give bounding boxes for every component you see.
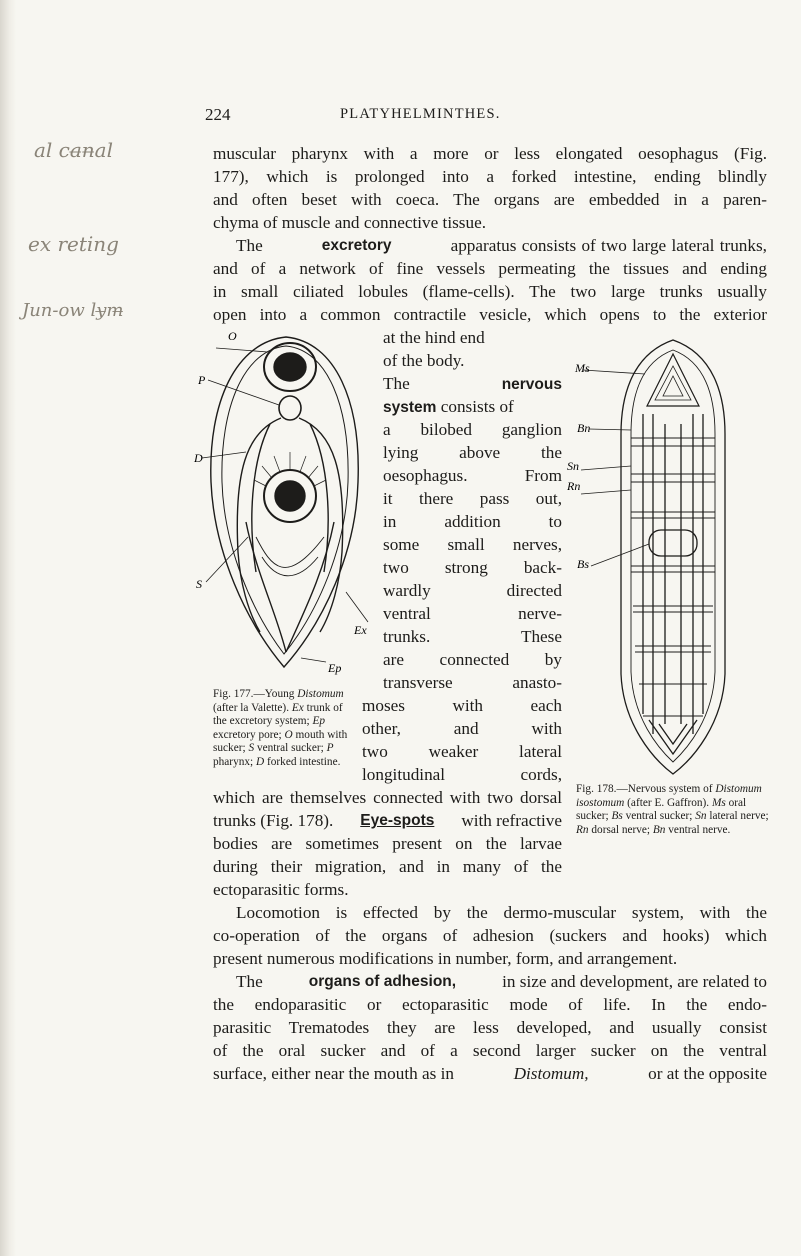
cap177-m: S (248, 742, 255, 755)
column-line: are connected by (383, 650, 562, 669)
column-line: oesophagus. From (383, 466, 562, 485)
column-line: trunks. These (383, 627, 562, 646)
column-line: two weaker lateral (362, 742, 562, 761)
cap177-l: with sucker; (213, 728, 348, 755)
running-title: PLATYHELMINTHES. (340, 106, 501, 122)
cap178-f: oral sucker; (576, 796, 747, 823)
term-eye-spots: Eye-spots (360, 812, 435, 829)
cap178-j: Sn (695, 810, 707, 823)
cap178-d: (after E. Gaffron). (627, 796, 710, 809)
body-line: 177), which is prolonged into a forked intestine, ending blindly (213, 167, 767, 186)
figure-177-caption (213, 688, 358, 770)
excretory-indent: The (236, 236, 263, 255)
eyespots-lead: trunks (Fig. 178). (213, 811, 334, 830)
margin-note-2: ex reting (28, 232, 119, 256)
cap178-o: ventral nerve. (668, 823, 731, 836)
column-line: transverse anasto- (383, 673, 562, 692)
excretory-rest: apparatus consists of two large lateral trunks, (450, 236, 767, 255)
cap177-o: P (326, 742, 334, 755)
body-line: bodies are sometimes present on the larvae (213, 834, 562, 853)
body-line: Locomotion is effected by the dermo-muscular system, with the (236, 903, 767, 922)
page-number: 224 (205, 105, 231, 124)
column-line: a bilobed ganglion (383, 420, 562, 439)
column-line: at the hind end (383, 328, 485, 347)
cap178-e: Ms (711, 796, 726, 809)
body-line: and often beset with coeca. The organs are embedded in a paren- (213, 190, 767, 209)
cap177-d: Valette). (251, 701, 290, 714)
body-line: of the oral sucker and of a second larger sucker on the ventral (213, 1041, 767, 1060)
column-line: wardly directed (383, 581, 562, 600)
margin-note-3: Jun-ow ly̶m̶ (22, 300, 124, 321)
eyespots-tail: with refractive (461, 811, 562, 830)
cap178-b: of (703, 783, 713, 795)
cap177-i: excretory pore; (213, 728, 282, 741)
body-line: in small ciliated lobules (flame-cells). The two large trunks usually (213, 282, 767, 301)
body-line: the endoparasitic or ectoparasitic mode of life. In the endo- (213, 995, 767, 1014)
term-distomum: Distomum, (513, 1064, 589, 1083)
cap178-g: Bs (611, 810, 623, 823)
cap177-j: O (284, 728, 293, 741)
label-intestine: D (194, 451, 203, 465)
cap177-r: forked intestine. (267, 755, 341, 768)
label-ms: Ms (575, 361, 590, 375)
cap178-l: Rn (576, 823, 589, 836)
cap177-q: D (256, 755, 265, 768)
last-line-lead: surface, either near the mouth as in (213, 1064, 455, 1083)
system-tail: consists of (436, 397, 514, 416)
column-line: ventral nerve- (383, 604, 562, 623)
column-line: lying above the (383, 443, 562, 462)
margin-note-1: al ca̶n̶al (34, 138, 114, 162)
column-line: some small nerves, (383, 535, 562, 554)
term-organs-of-adhesion: organs of adhesion, (308, 973, 457, 990)
body-line: chyma of muscle and connective tissue. (213, 213, 487, 232)
figure-178-caption (576, 783, 770, 837)
cap178-i: sucker; (659, 810, 693, 823)
eyespots-line (213, 809, 562, 832)
body-line: muscular pharynx with a more or less elongated oesophagus (Fig. (213, 144, 767, 163)
cap177-c: (after la (213, 701, 249, 714)
body-line: which are themselves connected with two dorsal (213, 788, 562, 807)
column-line-system (383, 395, 514, 419)
label-ventral-sucker: S (196, 577, 202, 591)
body-line: parasitic Trematodes they are less developed, and usually consist (213, 1018, 767, 1037)
term-system: system (383, 399, 437, 416)
cap178-m: dorsal nerve; (591, 823, 651, 836)
label-sn: Sn (567, 459, 579, 473)
cap178-c: Distomum isostomum (576, 783, 762, 809)
column-line: longitudinal cords, (362, 765, 562, 784)
column-line: it there pass out, (383, 489, 562, 508)
label-excretory-trunk: Ex (354, 623, 367, 637)
nervous-lead: The (383, 374, 502, 393)
figure-177-young-distomum (196, 322, 376, 684)
label-rn: Rn (567, 479, 581, 493)
cap177-h: Ep (312, 715, 326, 728)
column-line-nervous (383, 372, 562, 396)
term-excretory: excretory (321, 237, 392, 254)
column-line: two strong back- (383, 558, 562, 577)
body-line: open into a common contractile vesicle, which opens to the exterior (213, 305, 767, 324)
body-line: during their migration, and in many of the (213, 857, 562, 876)
cap178-n: Bn (652, 823, 666, 836)
cap177-k: mouth (295, 728, 325, 741)
page-binding-edge (0, 0, 16, 1256)
column-line: in addition to (383, 512, 562, 531)
adhesion-line (236, 970, 767, 993)
cap177-e: Ex (291, 701, 304, 714)
body-line: and of a network of fine vessels permeating the tissues and ending (213, 259, 767, 278)
body-line: co-operation of the organs of adhesion (suckers and hooks) which (213, 926, 767, 945)
cap177-f: trunk of the excretory (213, 701, 343, 728)
cap177-b: Distomum (297, 688, 344, 700)
body-line: ectoparasitic forms. (213, 880, 349, 899)
term-nervous: nervous (501, 376, 562, 393)
label-mouth: O (228, 329, 237, 343)
label-pharynx: P (198, 373, 206, 387)
cap177-a: Fig. 177.—Young (213, 688, 295, 700)
cap178-k: lateral nerve; (709, 810, 769, 823)
label-bs: Bs (577, 557, 589, 571)
cap177-g: system; (275, 715, 310, 728)
last-line (213, 1062, 767, 1085)
figure-178-nervous-system (563, 334, 783, 780)
column-line: moses with each (362, 696, 562, 715)
cap178-a: Fig. 178.—Nervous system (576, 783, 701, 795)
cap177-p: pharynx; (213, 755, 254, 768)
adhesion-indent: The (236, 972, 263, 991)
label-excretory-pore: Ep (328, 661, 342, 675)
excretory-line (236, 234, 767, 257)
label-bn: Bn (577, 421, 591, 435)
column-line: other, and with (362, 719, 562, 738)
column-line: of the body. (383, 351, 465, 370)
body-line: present numerous modifications in number, form, and arrangement. (213, 949, 678, 968)
adhesion-rest: in size and development, are related to (502, 972, 767, 991)
cap178-h: ventral (625, 810, 657, 823)
cap177-n: ventral sucker; (256, 742, 324, 755)
last-line-tail: or at the opposite (648, 1064, 767, 1083)
